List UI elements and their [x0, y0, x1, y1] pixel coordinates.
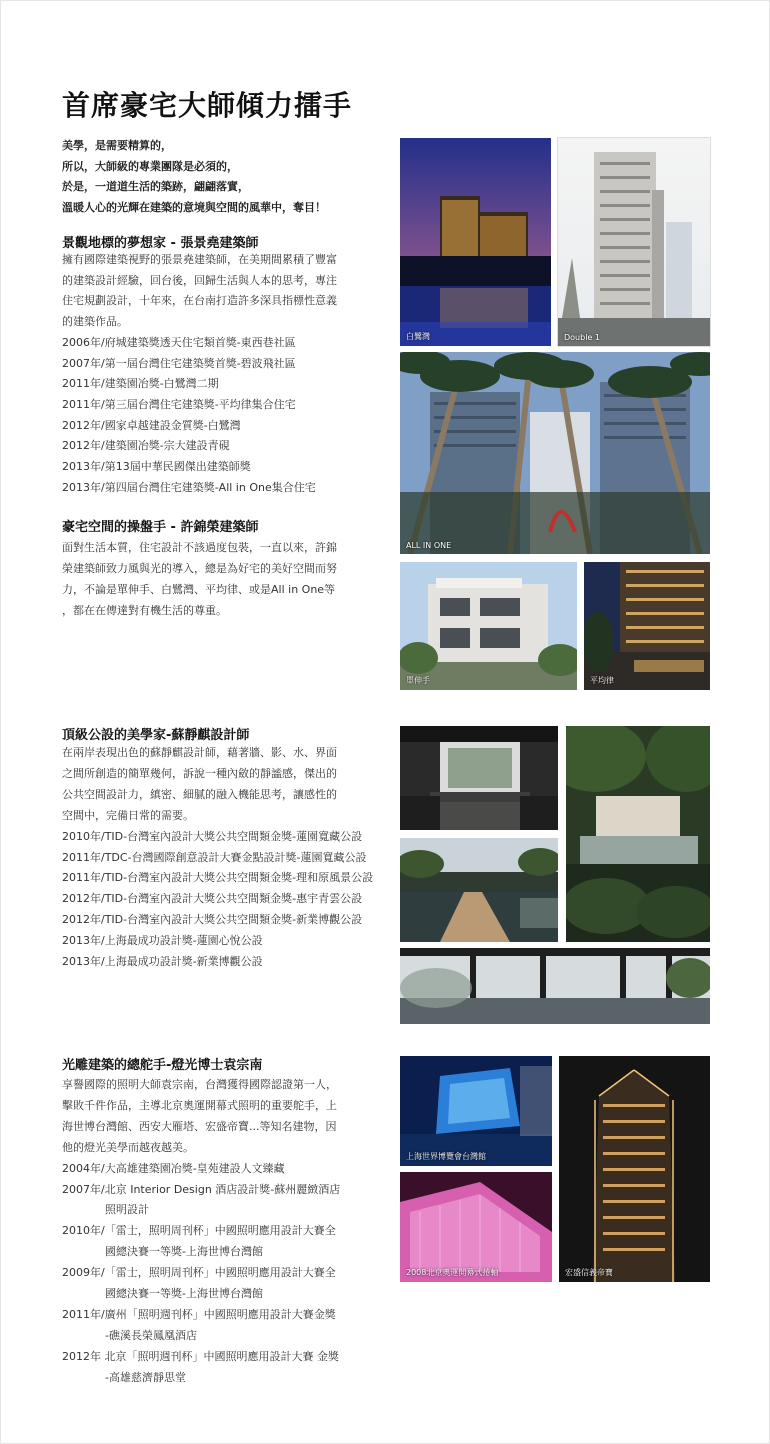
award-line: 2012年/建築園冶獎-宗大建設青硯	[62, 439, 230, 453]
photo-hongsheng-tower	[559, 1056, 710, 1282]
award-line: 2006年/府城建築獎透天住宅類首獎-東西巷社區	[62, 335, 296, 349]
body-line: ，都在在傳達對有機生活的尊重。	[62, 604, 227, 617]
award-line: 2011年/TID-台灣室內設計大獎公共空間類金獎-理和原風景公設	[62, 871, 374, 885]
photo-expo-taiwan-pavilion	[400, 1056, 552, 1166]
photo-caption: Double 1	[564, 333, 600, 342]
photo-egret-bay	[400, 138, 551, 346]
page-title: 首席豪宅大師傾力擂手	[62, 89, 353, 122]
photo-caption: 宏盛信義帝寶	[565, 1268, 613, 1277]
photo-courtyard-pool	[566, 726, 710, 942]
body-line: 的建築作品。	[62, 315, 128, 329]
photo-caption: 白鷺灣	[406, 332, 430, 341]
photo-all-in-one	[400, 352, 710, 554]
photo-caption: 單伸手	[406, 676, 430, 685]
intro-line: 於是，一道道生活的築跡，翩翩落實，	[62, 180, 249, 193]
body-line: 公共空間設計力，縝密、細膩的融入機能思考，讓感性的	[62, 787, 337, 801]
body-line: 海世博台灣館、西安大雁塔、宏盛帝寶...等知名建物，因	[62, 1119, 337, 1133]
photo-caption: ALL IN ONE	[406, 541, 452, 550]
award-line: 2012年 北京「照明週刊杯」中國照明應用設計大賽 金獎	[62, 1349, 339, 1363]
section-body-hsu	[62, 537, 337, 621]
body-line: 享譽國際的照明大師袁宗南，台灣獲得國際認證第一人，	[62, 1078, 337, 1091]
award-line: -礁溪長榮鳳凰酒店	[105, 1328, 197, 1342]
photo-caption: 平均律	[590, 676, 614, 685]
body-line: 榮建築師致力風與光的導入，總是為好宅的美好空間而努	[62, 562, 337, 575]
award-line: 2004年/大高雄建築園冶獎-皇苑建設人文臻藏	[62, 1161, 285, 1175]
photo-caption: 上海世界博覽會台灣館	[406, 1152, 486, 1161]
section-heading-yuan: 光雕建築的總舵手-燈光博士袁宗南	[62, 1058, 263, 1073]
award-line: 2013年/第四屆台灣住宅建築獎-All in One集合住宅	[62, 480, 316, 494]
photo-double-1	[558, 138, 710, 346]
photo-glass-pavilion	[400, 948, 710, 1024]
award-line: 2011年/TDC-台灣國際創意設計大賽金點設計獎-蓮園寬藏公設	[62, 850, 367, 864]
award-line: 2012年/TID-台灣室內設計大獎公共空間類金獎-惠宇青雲公設	[62, 892, 363, 906]
photo-lobby-interior	[400, 726, 558, 830]
body-line: 力，不論是單伸手、白鷺灣、平均律、或是All in One等	[62, 583, 336, 596]
award-line: 國總決賽一等獎-上海世博台灣館	[105, 1245, 263, 1259]
photo-water-walkway	[400, 838, 558, 942]
body-line: 的建築設計經驗，回台後，回歸生活與人本的思考，專注	[62, 273, 337, 287]
award-line: -高雄慈濟靜思堂	[105, 1370, 186, 1384]
intro-line: 美學，是需要精算的，	[62, 139, 172, 152]
section-body-yuan	[62, 1075, 340, 1389]
body-line: 面對生活本質，住宅設計不該過度包裝，一直以來，許錦	[62, 541, 337, 554]
award-line: 2011年/建築園冶獎-白鷺灣二期	[62, 377, 219, 391]
photo-danshenshou	[400, 562, 577, 690]
section-body-su	[62, 743, 373, 973]
section-heading-hsu: 豪宅空間的操盤手 - 許錦榮建築師	[62, 520, 259, 535]
award-line: 2011年/第三屆台灣住宅建築獎-平均律集合住宅	[62, 397, 296, 411]
body-line: 在兩岸表現出色的蘇靜麒設計師，藉著牆、影、水、界面	[62, 746, 337, 759]
award-line: 照明設計	[105, 1203, 149, 1217]
intro-text	[62, 136, 326, 218]
body-line: 住宅規劃設計，十年來，在台南打造許多深具指標性意義	[62, 294, 337, 308]
body-line: 他的燈光美學而越夜越美。	[62, 1140, 194, 1154]
body-line: 擁有國際建築視野的張景堯建築師，在美期間累積了豐富	[62, 253, 337, 266]
intro-line: 所以，大師級的專業團隊是必須的，	[62, 159, 238, 173]
award-line: 2013年/上海最成功設計獎-新業博觀公設	[62, 955, 263, 969]
section-heading-chang: 景觀地標的夢想家 - 張景堯建築師	[62, 236, 259, 251]
award-line: 2009年/「雷士，照明周刊杯」中國照明應用設計大賽全	[62, 1266, 336, 1280]
award-line: 2012年/TID-台灣室內設計大獎公共空間類金獎-新業博觀公設	[62, 913, 363, 927]
section-body-chang	[62, 250, 337, 498]
body-line: 擊敗千件作品，主導北京奧運開幕式照明的重要舵手，上	[62, 1098, 337, 1112]
award-line: 2013年/上海最成功設計獎-蓮園心悅公設	[62, 934, 263, 948]
award-line: 2007年/第一屆台灣住宅建築獎首獎-碧波飛社區	[62, 356, 296, 370]
photo-caption: 2008北京奧運開幕式捲軸	[406, 1268, 499, 1277]
section-heading-su: 頂級公設的美學家-蘇靜麒設計師	[62, 728, 250, 743]
body-line: 之間所創造的簡單幾何，訴說一種內斂的靜謐感，傑出的	[62, 766, 337, 780]
photo-pingjunlu	[584, 562, 710, 690]
award-line: 2010年/「雷士，照明周刊杯」中國照明應用設計大賽全	[62, 1224, 336, 1238]
intro-line: 溫暖人心的光輝在建築的意境與空間的風華中，奪目！	[62, 200, 326, 214]
photo-beijing-olympic-scroll	[400, 1172, 552, 1282]
award-line: 2013年/第13屆中華民國傑出建築師獎	[62, 460, 251, 474]
award-line: 2007年/北京 Interior Design 酒店設計獎-蘇州麗緻酒店	[62, 1182, 341, 1196]
body-line: 空間中，完備日常的需要。	[62, 808, 194, 822]
award-line: 2012年/國家卓越建設金質獎-白鷺灣	[62, 418, 241, 432]
award-line: 2010年/TID-台灣室內設計大獎公共空間類金獎-蓮園寬藏公設	[62, 829, 363, 843]
award-line: 國總決賽一等獎-上海世博台灣館	[105, 1287, 263, 1301]
award-line: 2011年/廣州「照明週刊杯」中國照明應用設計大賽金獎	[62, 1307, 336, 1321]
